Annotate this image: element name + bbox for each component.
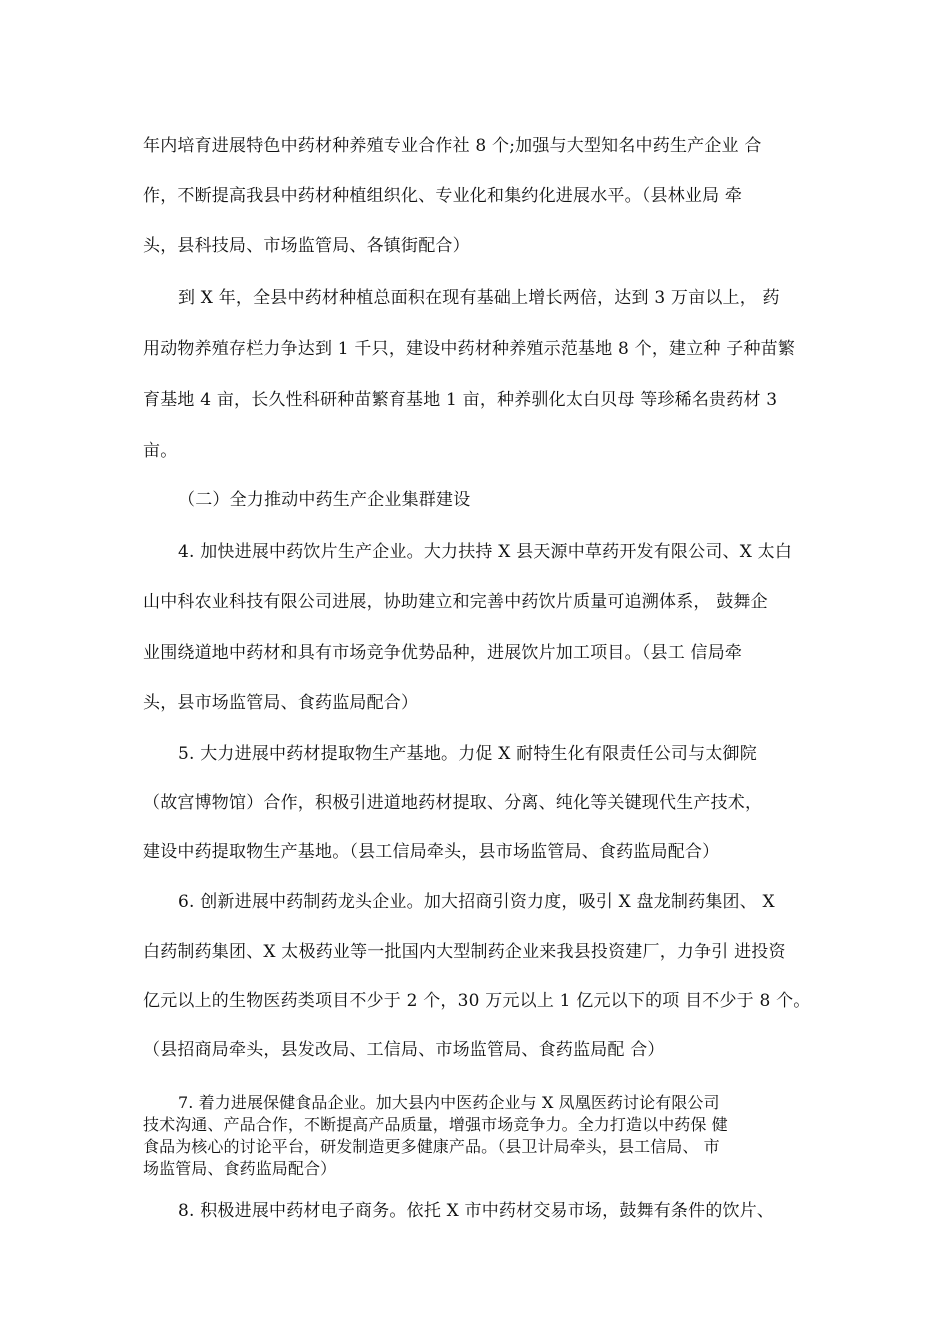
text-line: 山中科农业科技有限公司进展，协助建立和完善中药饮片质量可追溯体系， 鼓舞企 (143, 592, 768, 612)
text-line: 4. 加快进展中药饮片生产企业。大力扶持 X 县天源中草药开发有限公司、X 太白 (178, 542, 793, 562)
text-line: 作，不断提高我县中药材种植组织化、专业化和集约化进展水平。（县林业局 牵 (143, 186, 743, 206)
text-line: 年内培育进展特色中药材种养殖专业合作社 8 个;加强与大型知名中药生产企业 合 (143, 136, 762, 156)
text-line: 建设中药提取物生产基地。（县工信局牵头，县市场监管局、食药监局配合） (143, 842, 720, 862)
text-line: （县招商局牵头，县发改局、工信局、市场监管局、食药监局配 合） (143, 1040, 665, 1060)
text-line: 6. 创新进展中药制药龙头企业。加大招商引资力度，吸引 X 盘龙制药集团、 X (178, 892, 775, 912)
text-line: 头，县市场监管局、食药监局配合） (143, 693, 419, 713)
text-line: 亩。 (143, 441, 178, 461)
text-line: （故宫博物馆）合作，积极引进道地药材提取、分离、纯化等关键现代生产技术， (143, 793, 763, 813)
text-line: 育基地 4 亩，长久性科研种苗繁育基地 1 亩，种养驯化太白贝母 等珍稀名贵药材 3 (143, 390, 778, 410)
text-line: 5. 大力进展中药材提取物生产基地。力促 X 耐特生化有限责任公司与太御院 (178, 744, 757, 764)
text-line: 场监管局、食药监局配合） (143, 1159, 337, 1178)
text-line: 7. 着力进展保健食品企业。加大县内中医药企业与 X 凤凰医药讨论有限公司 (178, 1093, 720, 1112)
text-line: 亿元以上的生物医药类项目不少于 2 个，30 万元以上 1 亿元以下的项 目不少于 8 个。 (143, 991, 811, 1011)
text-line: 到 X 年，全县中药材种植总面积在现有基础上增长两倍，达到 3 万亩以上， 药 (178, 288, 780, 308)
text-line: 用动物养殖存栏力争达到 1 千只，建设中药材种养殖示范基地 8 个，建立种 子种苗繁 (143, 339, 796, 359)
text-line: 技术沟通、产品合作，不断提高产品质量，增强市场竞争力。全力打造以中药保 健 (143, 1115, 728, 1134)
text-line: 头，县科技局、市场监管局、各镇街配合） (143, 236, 470, 256)
text-line: 白药制药集团、X 太极药业等一批国内大型制药企业来我县投资建厂，力争引 进投资 (143, 942, 786, 962)
text-line: 业围绕道地中药材和具有市场竞争优势品种，进展饮片加工项目。（县工 信局牵 (143, 643, 743, 663)
text-line: 食品为核心的讨论平台，研发制造更多健康产品。（县卫计局牵头，县工信局、 市 (143, 1137, 720, 1156)
text-line: 8. 积极进展中药材电子商务。依托 X 市中药材交易市场，鼓舞有条件的饮片、 (178, 1201, 775, 1221)
section-heading: （二）全力推动中药生产企业集群建设 (178, 490, 471, 510)
